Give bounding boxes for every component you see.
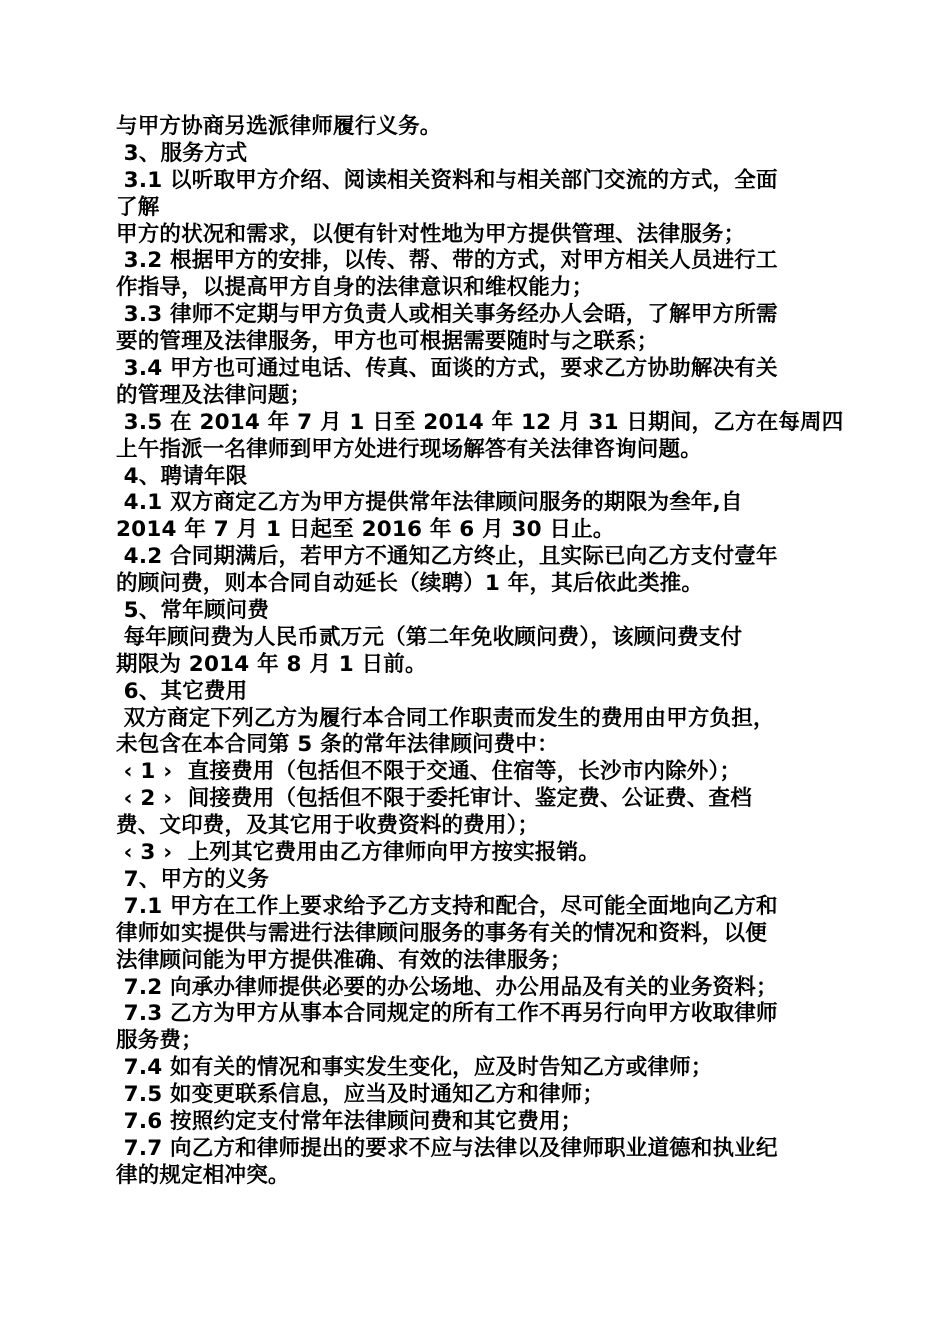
text-line: 作指导，以提高甲方自身的法律意识和维权能力； [116,275,594,301]
document-body [116,114,844,1190]
text-line: 服务费； [116,1028,203,1054]
text-line: 2014 年 7 月 1 日起至 2016 年 6 月 30 日止。 [116,517,615,543]
text-line: 7.1 甲方在工作上要求给予乙方支持和配合，尽可能全面地向乙方和 [116,893,778,919]
text-line: 7.7 向乙方和律师提出的要求不应与法律以及律师职业道德和执业纪 [116,1135,778,1161]
text-line: 3.5 在 2014 年 7 月 1 日至 2014 年 12 月 31 日期间，乙方在每周四 [116,409,844,435]
text-line: 律的规定相冲突。 [116,1162,290,1188]
text-line: 的管理及法律问题； [116,382,312,408]
text-line: 双方商定下列乙方为履行本合同工作职责而发生的费用由甲方负担， [116,705,775,731]
text-line: ‹ 1 › 直接费用（包括但不限于交通、住宿等，长沙市内除外）； [116,759,742,785]
text-line: ‹ 3 › 上列其它费用由乙方律师向甲方按实报销。 [116,840,601,866]
text-line: 7.3 乙方为甲方从事本合同规定的所有工作不再另行向甲方收取律师 [116,1001,778,1027]
text-line: ‹ 2 › 间接费用（包括但不限于委托审计、鉴定费、公证费、查档 [116,786,752,812]
text-line: 7、甲方的义务 [116,866,270,892]
text-line: 7.6 按照约定支付常年法律顾问费和其它费用； [116,1108,583,1134]
text-line: 上午指派一名律师到甲方处进行现场解答有关法律咨询问题。 [116,436,702,462]
text-line: 7.2 向承办律师提供必要的办公场地、办公用品及有关的业务资料； [116,974,778,1000]
text-line: 6、其它费用 [116,678,248,704]
text-line: 的顾问费，则本合同自动延长（续聘）1 年，其后依此类推。 [116,571,704,597]
text-line: 期限为 2014 年 8 月 1 日前。 [116,651,427,677]
text-line: 4、聘请年限 [116,463,248,489]
text-line: 7.5 如变更联系信息，应当及时通知乙方和律师； [116,1082,605,1108]
text-line: 5、常年顾问费 [116,598,270,624]
text-line: 3.4 甲方也可通过电话、传真、面谈的方式，要求乙方协助解决有关 [116,356,778,382]
text-line: 3、服务方式 [116,140,248,166]
text-line: 3.1 以听取甲方介绍、阅读相关资料和与相关部门交流的方式，全面 [116,167,778,193]
text-line: 与甲方协商另选派律师履行义务。 [116,114,442,139]
text-line: 4.1 双方商定乙方为甲方提供常年法律顾问服务的期限为叁年,自 [116,490,743,516]
text-line: 3.2 根据甲方的安排，以传、帮、带的方式，对甲方相关人员进行工 [116,248,778,274]
text-line: 未包含在本合同第 5 条的常年法律顾问费中： [116,732,559,758]
text-line: 费、文印费，及其它用于收费资料的费用）； [116,813,540,839]
text-line: 4.2 合同期满后，若甲方不通知乙方终止，且实际已向乙方支付壹年 [116,544,778,570]
text-line: 了解 [116,194,160,220]
text-line: 3.3 律师不定期与甲方负责人或相关事务经办人会晤，了解甲方所需 [116,302,778,328]
text-line: 要的管理及法律服务，甲方也可根据需要随时与之联系； [116,329,659,355]
text-line: 甲方的状况和需求，以便有针对性地为甲方提供管理、法律服务； [116,221,746,247]
text-line: 律师如实提供与需进行法律顾问服务的事务有关的情况和资料，以便 [116,920,768,946]
text-line: 每年顾问费为人民币贰万元（第二年免收顾问费），该顾问费支付 [116,624,743,650]
text-line: 7.4 如有关的情况和事实发生变化，应及时告知乙方或律师； [116,1055,713,1081]
text-line: 法律顾问能为甲方提供准确、有效的法律服务； [116,947,572,973]
